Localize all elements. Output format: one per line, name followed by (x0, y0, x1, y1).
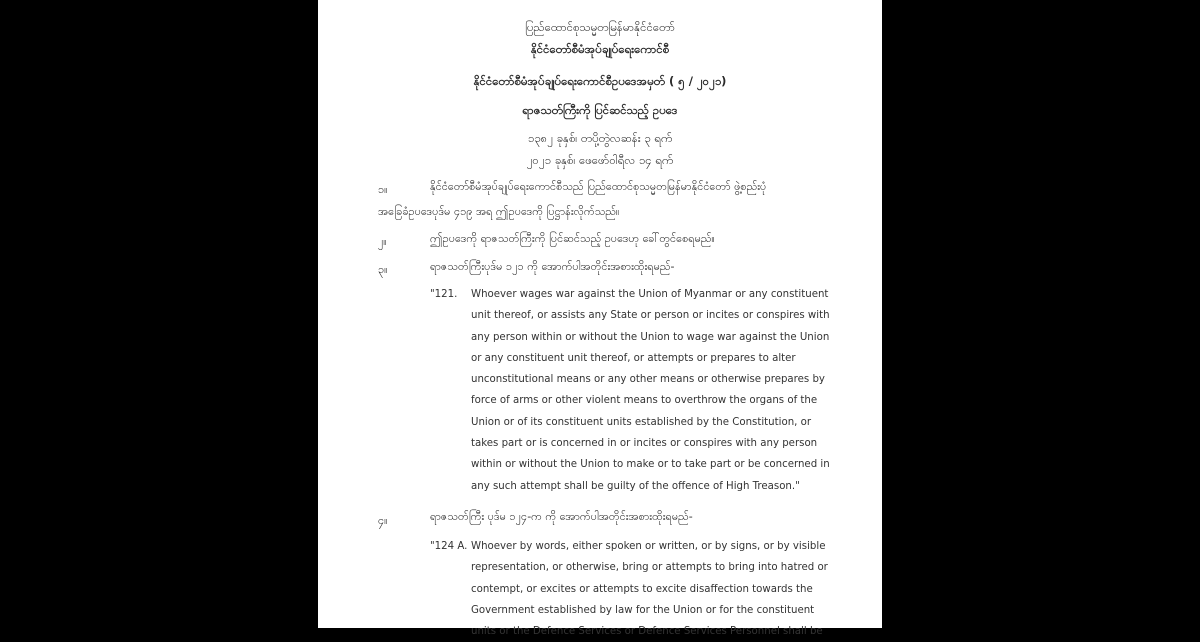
quote-121-line: Union or of its constituent units established by the Constitution, or (471, 416, 812, 428)
quote-124a-text (471, 536, 828, 642)
quote-121-line: within or without the Union to make or to take part or be concerned in (471, 459, 830, 471)
section-number-4: ၄။ (378, 514, 388, 527)
quote-124a-line: Whoever by words, either spoken or written, or by signs, or by visible (471, 541, 826, 552)
quote-121-line: force of arms or other violent means to overthrow the organs of the (471, 395, 818, 407)
section-3-text: ရာဇသတ်ကြီးပုဒ်မ ၁၂၁ ကို အောက်ပါအတိုင်းအစားထိုးရမည်- (430, 260, 675, 273)
quote-124a-line: contempt, or excites or attempts to excite disaffection towards the (471, 583, 813, 595)
law-title: ရာဇသတ်ကြီးကို ပြင်ဆင်သည့် ဥပဒေ (522, 103, 678, 117)
quote-121-text (471, 284, 830, 497)
quote-124a-line: Government established by law for the Union or for the constituent (471, 604, 815, 616)
quote-121-line: any person within or without the Union to wage war against the Union (471, 331, 830, 343)
section-2-text: ဤဥပဒေကို ရာဇသတ်ကြီးကို ပြင်ဆင်သည့် ဥပဒေဟု ခေါ်တွင်စေရမည်။ (430, 232, 715, 245)
section-number-1: ၁။ (378, 183, 388, 196)
section-1-line-1: နိုင်ငံတော်စီမံအုပ်ချုပ်ရေးကောင်စီသည် ပြည်ထောင်စုသမ္မတမြန်မာနိုင်ငံတော် ဖွဲ့စည်းပုံ (430, 180, 767, 193)
quote-124a-line: units or the Defence Services or Defence Services Personnel shall be (471, 626, 823, 638)
quote-124a-number: "124 A. (430, 541, 468, 552)
quote-121-line: unconstitutional means or any other means or otherwise prepares by (471, 374, 825, 386)
header-line-1: ပြည်ထောင်စုသမ္မတမြန်မာနိုင်ငံတော် (524, 20, 676, 34)
section-number-2: ၂။ (378, 235, 387, 248)
quote-121-line: Whoever wages war against the Union of Myanmar or any constituent (471, 289, 829, 300)
quote-121-line: unit thereof, or assists any State or person or incites or conspires with (471, 310, 830, 322)
law-number-title: နိုင်ငံတော်စီမံအုပ်ချုပ်ရေးကောင်စီဥပဒေအမှတ် ( ၅ / ၂၀၂၁) (473, 74, 727, 88)
header-line-2: နိုင်ငံတော်စီမံအုပ်ချုပ်ရေးကောင်စီ (530, 42, 670, 56)
section-1-line-2: အခြေခံဥပဒေပုဒ်မ ၄၁၉ အရ ဤဥပဒေကို ပြဋ္ဌာန်းလိုက်သည်။ (378, 205, 620, 218)
quote-121-line: any such attempt shall be guilty of the offence of High Treason." (471, 480, 800, 492)
quote-121-number: "121. (430, 289, 458, 300)
quote-121-line: or any constituent unit thereof, or attempts or prepares to alter (471, 352, 796, 364)
section-number-3: ၃။ (378, 263, 388, 276)
myanmar-date: ၁၃၈၂ ခုနှစ်၊ တပို့တွဲလဆန်း ၃ ရက် (527, 131, 673, 145)
quote-121-line: takes part or is concerned in or incites or conspires with any person (471, 438, 818, 450)
gregorian-date: ၂၀၂၁ ခုနှစ်၊ ဖေဖော်ဝါရီလ ၁၄ ရက် (526, 153, 674, 167)
document-page (318, 0, 882, 638)
quote-124a-line: representation, or otherwise, bring or attempts to bring into hatred or (471, 562, 828, 574)
section-4-text: ရာဇသတ်ကြီး ပုဒ်မ ၁၂၄-က ကို အောက်ပါအတိုင်းအစားထိုးရမည်- (430, 510, 693, 523)
